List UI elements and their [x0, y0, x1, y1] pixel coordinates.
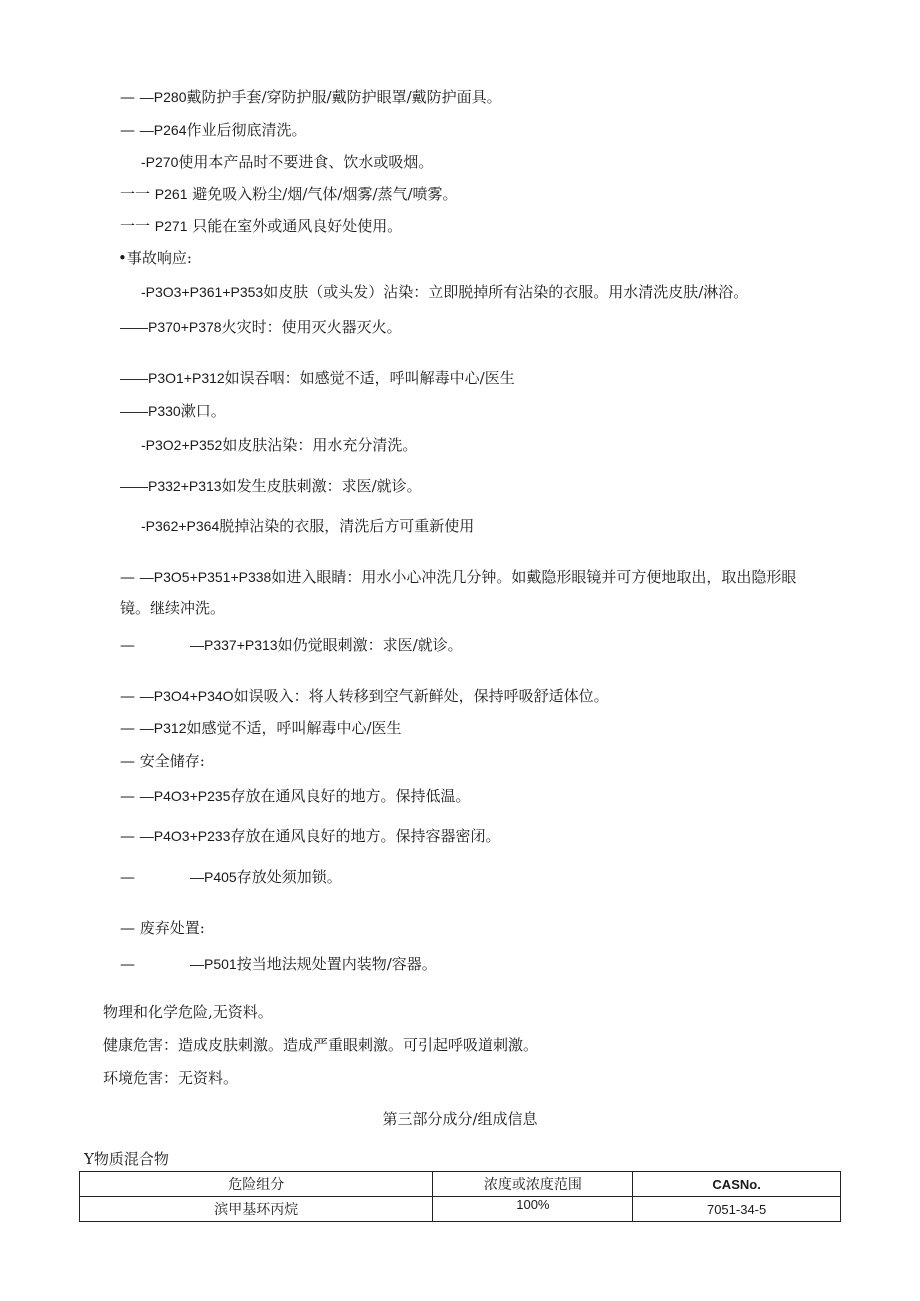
- precaution-code: ——P370+P378: [120, 319, 222, 335]
- precaution-line: [120, 718, 402, 738]
- precaution-code: —P3O5+P351+P338: [139, 569, 272, 585]
- table-header-cell: CASNo.: [633, 1172, 841, 1197]
- precaution-code: -P3O2+P352: [141, 437, 223, 453]
- precaution-code: ——P3O1+P312: [120, 370, 225, 386]
- precaution-text: 只能在室外或通风良好处使用。: [192, 217, 403, 235]
- line-dash: —: [120, 636, 135, 654]
- precaution-code: —P405: [190, 869, 237, 885]
- precaution-text: 存放处须加锁。: [236, 868, 342, 886]
- table-row: [80, 1197, 841, 1222]
- precaution-text: 脱掉沾染的衣服，清洗后方可重新使用: [219, 517, 475, 535]
- line-dash: —: [120, 687, 140, 705]
- precaution-line: [120, 368, 515, 388]
- hazard-text: 物理和化学危险,无资料。: [103, 1003, 273, 1021]
- hazard-text: 环境危害：无资料。: [103, 1069, 239, 1087]
- precaution-line: [141, 435, 417, 455]
- precaution-text: 使用本产品时不要进食、饮水或吸烟。: [178, 153, 434, 171]
- precaution-line: [120, 826, 500, 846]
- precaution-code: —P312: [139, 720, 187, 736]
- precaution-line-continued: [120, 598, 225, 618]
- precaution-line: [120, 401, 226, 421]
- section-heading-disposal: [120, 918, 205, 938]
- precaution-text: 如进入眼睛：用水小心冲洗几分钟。如戴隐形眼镜并可方便地取出，取出隐形眼: [271, 568, 797, 586]
- precaution-text: 如皮肤（或头发）沾染：立即脱掉所有沾染的衣服。用水清洗皮肤/淋浴。: [263, 283, 749, 301]
- precaution-text: 如误吸入：将人转移到空气新鲜处，保持呼吸舒适体位。: [233, 687, 609, 705]
- precaution-line: [120, 184, 458, 204]
- table-cell-concentration: 100%: [433, 1197, 633, 1222]
- section-heading-response: [118, 248, 192, 268]
- line-dash: —: [120, 88, 140, 106]
- table-header-cell: 危险组分: [80, 1172, 433, 1197]
- precaution-code: P271: [154, 218, 188, 234]
- table-header-row: [80, 1172, 841, 1197]
- precaution-code: —P337+P313: [190, 637, 278, 653]
- precaution-line: [120, 567, 796, 587]
- precaution-text: 按当地法规处置内装物/容器。: [236, 955, 437, 973]
- precaution-code: -P270: [141, 154, 179, 170]
- heading-text: 废弃处置:: [139, 919, 205, 937]
- precaution-code: —P4O3+P235: [139, 788, 231, 804]
- line-dash: —: [120, 121, 140, 139]
- precaution-text: 如感觉不适，呼叫解毒中心/医生: [186, 719, 402, 737]
- precaution-line: [120, 867, 342, 887]
- precaution-text: 如误吞咽：如感觉不适，呼叫解毒中心/医生: [224, 369, 515, 387]
- precaution-text: 存放在通风良好的地方。保持低温。: [230, 787, 471, 805]
- line-dash: —: [120, 827, 140, 845]
- line-dash: 一一: [120, 217, 151, 235]
- precaution-text: 如仍觉眼刺激：求医/就诊。: [277, 636, 463, 654]
- precaution-text: 作业后彻底清洗。: [186, 121, 307, 139]
- mixture-label: Y物质混合物: [84, 1150, 169, 1168]
- line-dash: —: [120, 868, 135, 886]
- precaution-line: [120, 686, 609, 706]
- precaution-line: [120, 476, 422, 496]
- precaution-line: [120, 87, 502, 107]
- line-dash: —: [120, 955, 135, 973]
- precaution-code: -P362+P364: [141, 518, 220, 534]
- precaution-line: [120, 635, 463, 655]
- hazard-environment: [103, 1068, 238, 1088]
- line-dash: —: [120, 752, 140, 770]
- precaution-line: [141, 282, 748, 302]
- heading-text: •事故响应:: [118, 249, 192, 267]
- precaution-line: [120, 216, 402, 236]
- heading-text: 安全储存:: [139, 752, 205, 770]
- table-cell-cas: 7051-34-5: [633, 1197, 841, 1222]
- hazard-physical: [103, 1002, 273, 1022]
- hazard-health: [103, 1035, 538, 1055]
- precaution-text: 如皮肤沾染：用水充分清洗。: [222, 436, 418, 454]
- section-title: 第三部分成分/组成信息: [382, 1110, 538, 1128]
- precaution-text: 漱口。: [180, 402, 226, 420]
- precaution-text: 镜。继续冲洗。: [120, 599, 226, 617]
- precaution-code: —P264: [139, 122, 187, 138]
- precaution-code: -P3O3+P361+P353: [141, 284, 264, 300]
- precaution-line: [141, 516, 474, 536]
- precaution-line: [120, 120, 307, 140]
- precaution-line: [120, 954, 437, 974]
- table-cell-component: 滨甲基环丙烷: [80, 1197, 433, 1222]
- precaution-text: 存放在通风良好的地方。保持容器密闭。: [230, 827, 501, 845]
- precaution-text: 火灾时：使用灭火器灭火。: [221, 318, 402, 336]
- line-dash: —: [120, 719, 140, 737]
- section-heading-storage: [120, 751, 205, 771]
- hazard-text: 健康危害：造成皮肤刺激。造成严重眼刺激。可引起呼吸道刺激。: [103, 1036, 539, 1054]
- precaution-text: 戴防护手套/穿防护服/戴防护眼罩/戴防护面具。: [186, 88, 502, 106]
- precaution-code: ——P332+P313: [120, 478, 222, 494]
- precaution-line: [120, 317, 402, 337]
- precaution-code: —P280: [139, 89, 187, 105]
- line-dash: —: [120, 787, 140, 805]
- composition-table: [79, 1171, 841, 1222]
- precaution-text: 避免吸入粉尘/烟/气体/烟雾/蒸气/喷雾。: [192, 185, 458, 203]
- table-header-cell: 浓度或浓度范围: [433, 1172, 633, 1197]
- precaution-code: —P4O3+P233: [139, 828, 231, 844]
- precaution-line: [141, 152, 433, 172]
- precaution-code: —P3O4+P34O: [139, 688, 234, 704]
- precaution-text: 如发生皮肤刺激：求医/就诊。: [221, 477, 422, 495]
- line-dash: —: [120, 919, 140, 937]
- line-dash: 一一: [120, 185, 151, 203]
- precaution-code: —P501: [190, 956, 237, 972]
- precaution-code: P261: [154, 186, 188, 202]
- precaution-code: ——P330: [120, 403, 181, 419]
- line-dash: —: [120, 568, 140, 586]
- precaution-line: [120, 786, 470, 806]
